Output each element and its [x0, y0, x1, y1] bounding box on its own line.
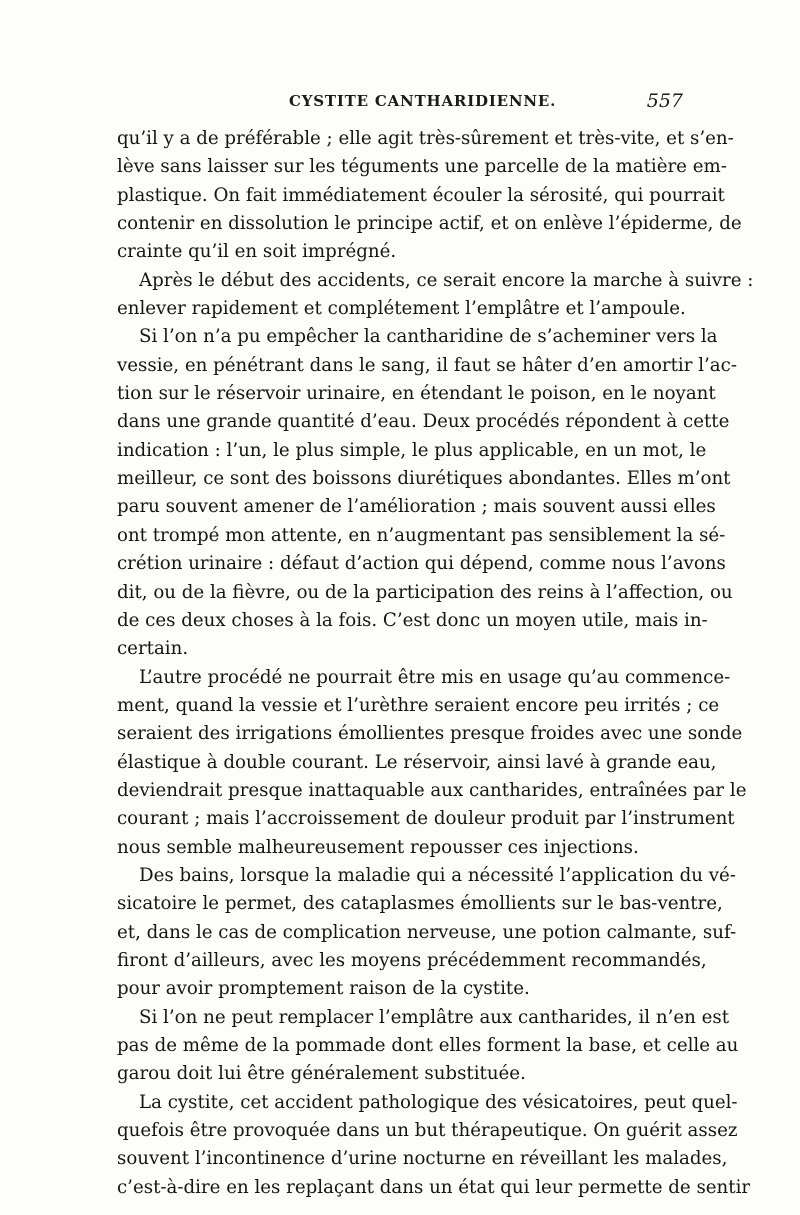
text-line: crétion urinaire : défaut d’action qui dépend, comme nous l’avons — [117, 553, 726, 575]
text-line: dit, ou de la fièvre, ou de la participation des reins à l’affection, ou — [117, 581, 733, 603]
text-line: Après le début des accidents, ce serait encore la marche à suivre : — [139, 269, 754, 291]
text-line: pour avoir promptement raison de la cystite. — [117, 978, 530, 1000]
text-line: deviendrait presque inattaquable aux cantharides, entraînées par le — [117, 779, 747, 801]
text-line: dans une grande quantité d’eau. Deux procédés répondent à cette — [117, 411, 730, 433]
text-line: ont trompé mon attente, en n’augmentant pas sensiblement la sé- — [117, 524, 726, 546]
text-line: seraient des irrigations émollientes presque froides avec une sonde — [117, 723, 743, 745]
text-line: ment, quand la vessie et l’urèthre seraient encore peu irrités ; ce — [117, 694, 720, 716]
text-line: lève sans laisser sur les téguments une parcelle de la matière em- — [117, 156, 727, 178]
text-line: L’autre procédé ne pourrait être mis en usage qu’au commence- — [139, 666, 731, 688]
text-line: souvent l’incontinence d’urine nocturne en réveillant les malades, — [117, 1148, 728, 1170]
text-line: quefois être provoquée dans un but thérapeutique. On guérit assez — [117, 1120, 738, 1142]
text-line: nous semble malheureusement repousser ces injections. — [117, 836, 639, 858]
running-header — [117, 92, 683, 116]
running-title: CYSTITE CANTHARIDIENNE. — [289, 92, 557, 110]
text-line: tion sur le réservoir urinaire, en étendant le poison, en le noyant — [117, 383, 716, 405]
text-line: et, dans le cas de complication nerveuse, une potion calmante, suf- — [117, 921, 737, 943]
text-line: plastique. On fait immédiatement écouler la sérosité, qui pourrait — [117, 184, 725, 206]
text-line: firont d’ailleurs, avec les moyens précédemment recommandés, — [117, 949, 707, 971]
text-line: paru souvent amener de l’amélioration ; mais souvent aussi elles — [117, 496, 716, 518]
text-line: garou doit lui être généralement substituée. — [117, 1063, 526, 1085]
text-line: qu’il y a de préférable ; elle agit très-sûrement et très-vite, et s’en- — [117, 128, 734, 149]
text-line: Des bains, lorsque la maladie qui a nécessité l’application du vé- — [139, 864, 736, 886]
text-line: pas de même de la pommade dont elles forment la base, et celle au — [117, 1035, 739, 1056]
text-line: contenir en dissolution le principe actif, et on enlève l’épiderme, de — [117, 213, 742, 235]
body-text — [117, 125, 754, 1202]
text-line: Si l’on ne peut remplacer l’emplâtre aux cantharides, il n’en est — [139, 1006, 730, 1028]
text-line: crainte qu’il en soit imprégné. — [117, 241, 397, 263]
text-line: courant ; mais l’accroissement de douleur produit par l’instrument — [117, 808, 735, 830]
text-line: enlever rapidement et complétement l’emplâtre et l’ampoule. — [117, 298, 686, 320]
text-line: certain. — [117, 638, 189, 660]
text-line: sicatoire le permet, des cataplasmes émollients sur le bas-ventre, — [117, 893, 723, 915]
text-line: indication : l’un, le plus simple, le plus applicable, en un mot, le — [117, 439, 707, 461]
text-line: élastique à double courant. Le réservoir, ainsi lavé à grande eau, — [117, 751, 717, 773]
text-line: La cystite, cet accident pathologique des vésicatoires, peut quel- — [139, 1091, 738, 1113]
text-line: vessie, en pénétrant dans le sang, il faut se hâter d’en amortir l’ac- — [117, 354, 737, 376]
page-number: 557 — [646, 90, 683, 112]
text-line: c’est-à-dire en les replaçant dans un état qui leur permette de sentir — [117, 1176, 751, 1198]
text-line: Si l’on n’a pu empêcher la cantharidine de s’acheminer vers la — [139, 326, 718, 348]
text-line: meilleur, ce sont des boissons diurétiques abondantes. Elles m’ont — [117, 468, 731, 490]
text-line: de ces deux choses à la fois. C’est donc un moyen utile, mais in- — [117, 609, 708, 631]
